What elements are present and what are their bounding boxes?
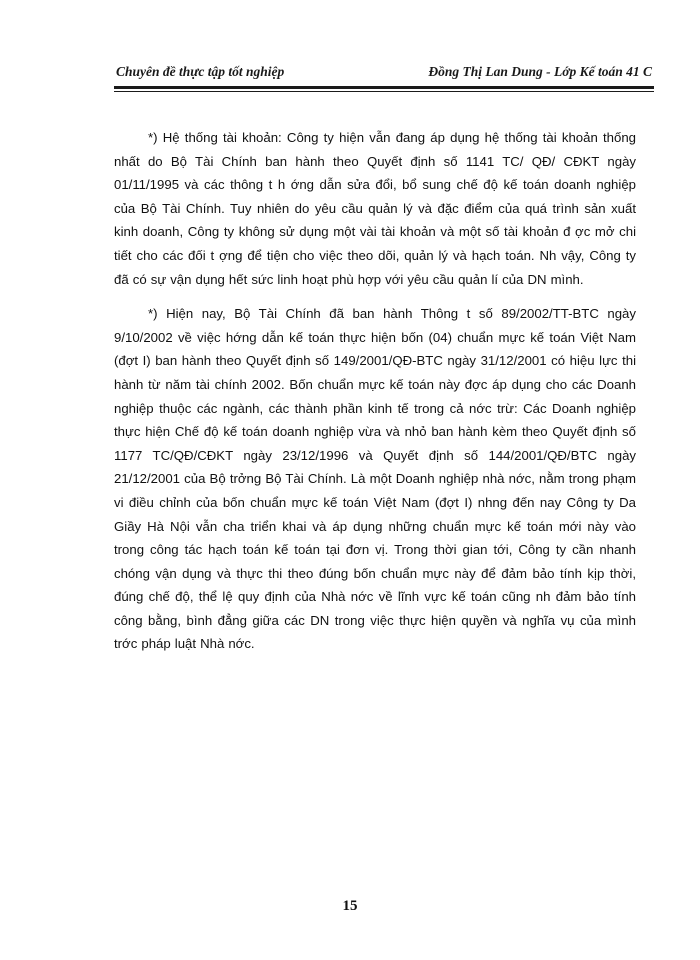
page-number: 15 <box>342 898 358 914</box>
paragraph-accounting-standards: *) Hiện nay, Bộ Tài Chính đã ban hành Thông t số 89/2002/TT-BTC ngày 9/10/2002 về việc hớng dẫn kế toán thực hiện bốn (04) chuẩn mực kế toán Việt Nam (đợt I) ban hành theo Quyết định số 149/2001/QĐ-BTC ngày 31/12/2001 có hiệu lực thi hành từ năm tài chính 2002. Bốn chuẩn mực kế toán này đợc áp dụng cho các Doanh nghiệp thuộc các ngành, các thành phần kinh tế trong cả nớc trừ: Các Doanh nghiệp thực hiện Chế độ kế toán doanh nghiệp vừa và nhỏ ban hành kèm theo Quyết định số 1177 TC/QĐ/CĐKT ngày 23/12/1996 và Quyết định số 144/2001/QĐ/BTC ngày 21/12/2001 của Bộ trởng Bộ Tài Chính. Là một Doanh nghiệp nhà nớc, nằm trong phạm vi điều chỉnh của bốn chuẩn mực kế toán Việt Nam (đợt I) nhng đến nay Công ty Da Giầy Hà Nội vẫn cha triển khai và áp dụng những chuẩn mực kế toán mới này vào trong công tác hạch toán kế toán tại đơn vị. Trong thời gian tới, Công ty cần nhanh chóng vận dụng và thực thi theo đúng bốn chuẩn mực này để đảm bảo tính kịp thời, đúng chế độ, thể lệ quy định của Nhà nớc về lĩnh vực kế toán cũng nh đảm bảo tính công bằng, bình đẳng giữa các DN trong việc thực hiện quyền và nghĩa vụ của mình trớc pháp luật Nhà nớc. <box>114 306 636 652</box>
page-header <box>116 62 652 82</box>
header-rule-thick <box>114 86 654 89</box>
body-text <box>114 126 636 656</box>
paragraph-account-system: *) Hệ thống tài khoản: Công ty hiện vẫn đang áp dụng hệ thống tài khoản thống nhất do Bộ Tài Chính ban hành theo Quyết định số 1141 TC/ QĐ/ CĐKT ngày 01/11/1995 và các thông t h ớng dẫn sửa đổi, bổ sung chế độ kế toán doanh nghiệp của Bộ Tài Chính. Tuy nhiên do yêu cầu quản lý và đặc điểm của quá trình sản xuất kinh doanh, Công ty không sử dụng một vài tài khoản và một số tài khoản đ ợc mở chi tiết cho các đối t ợng để tiện cho việc theo dõi, quản lý và hạch toán. Nh vậy, Công ty đã có sự vận dụng hết sức linh hoạt phù hợp với yêu cầu quản lí của DN mình. <box>114 130 636 287</box>
header-report-title: Chuyên đề thực tập tốt nghiệp <box>116 64 285 79</box>
header-author: Đồng Thị Lan Dung - Lớp Kế toán 41 C <box>428 64 652 79</box>
header-rule-thin <box>114 91 654 92</box>
